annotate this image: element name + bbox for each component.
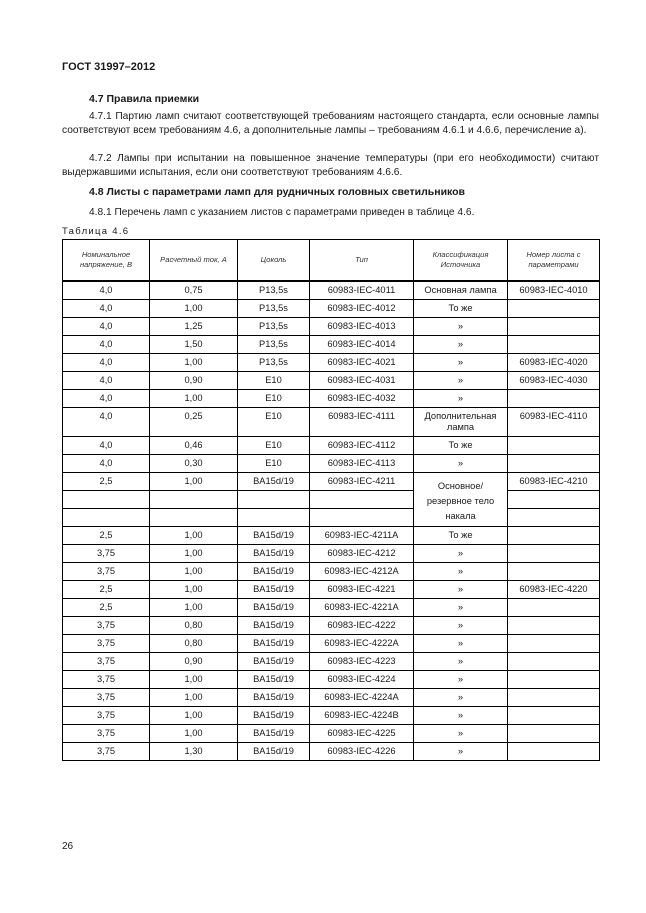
paragraph-4-7-1-text: 4.7.1 Партию ламп считают соответствующей требованиям настоящего стандарта, если основные лампы соответствуют всем требованиям 4.6, а дополнительные лампы – требованиям 4.6.1 и 4.6.6, перечисление а). xyxy=(62,111,599,136)
cell-voltage-empty xyxy=(63,491,150,509)
cell-current: 1,00 xyxy=(150,599,238,617)
table-row-empty xyxy=(63,491,600,509)
cell-sheet-number xyxy=(508,653,600,671)
cell-voltage: 3,75 xyxy=(63,653,150,671)
cell-classification: То же xyxy=(414,437,508,455)
paragraph-4-7-1 xyxy=(62,110,599,138)
cell-base: BA15d/19 xyxy=(238,599,310,617)
cell-sheet-number xyxy=(508,599,600,617)
cell-voltage: 4,0 xyxy=(63,408,150,437)
cell-sheet-number xyxy=(508,527,600,545)
cell-type: 60983-IEC-4111 xyxy=(310,408,414,437)
paragraph-4-7-2 xyxy=(62,152,599,180)
cell-base: BA15d/19 xyxy=(238,527,310,545)
cell-sheet-number xyxy=(508,671,600,689)
cell-current: 0,25 xyxy=(150,408,238,437)
table-row xyxy=(63,599,600,617)
cell-classification: » xyxy=(414,581,508,599)
cell-current: 1,00 xyxy=(150,527,238,545)
table-row xyxy=(63,689,600,707)
cell-current: 0,90 xyxy=(150,372,238,390)
cell-current: 1,30 xyxy=(150,743,238,761)
cell-sheet-number: 60983-IEC-4210 xyxy=(508,473,600,491)
cell-classification: » xyxy=(414,635,508,653)
cell-classification: » xyxy=(414,372,508,390)
cell-classification: » xyxy=(414,563,508,581)
paragraph-4-8-1-text: 4.8.1 Перечень ламп с указанием листов с параметрами приведен в таблице 4.6. xyxy=(89,207,475,218)
cell-classification: Основная лампа xyxy=(414,281,508,300)
cell-voltage: 2,5 xyxy=(63,473,150,491)
cell-type: 60983-IEC-4226 xyxy=(310,743,414,761)
cell-current-empty xyxy=(150,491,238,509)
cell-base-empty xyxy=(238,491,310,509)
table-row xyxy=(63,743,600,761)
cell-classification: » xyxy=(414,354,508,372)
page-number: 26 xyxy=(62,841,74,852)
cell-voltage: 4,0 xyxy=(63,336,150,354)
cell-voltage: 3,75 xyxy=(63,635,150,653)
cell-sheet-number xyxy=(508,455,600,473)
col-header-current: Расчетный ток, А xyxy=(150,240,238,282)
cell-sheet-number xyxy=(508,563,600,581)
cell-current: 0,80 xyxy=(150,635,238,653)
cell-current: 1,00 xyxy=(150,300,238,318)
cell-voltage: 4,0 xyxy=(63,437,150,455)
cell-voltage: 4,0 xyxy=(63,455,150,473)
cell-current: 1,00 xyxy=(150,671,238,689)
cell-sheet-number xyxy=(508,707,600,725)
cell-sheet-number: 60983-IEC-4010 xyxy=(508,281,600,300)
cell-base: P13,5s xyxy=(238,336,310,354)
cell-voltage: 3,75 xyxy=(63,671,150,689)
cell-current: 0,46 xyxy=(150,437,238,455)
table-row xyxy=(63,725,600,743)
table-row xyxy=(63,318,600,336)
cell-sheet-number xyxy=(508,437,600,455)
col-header-voltage: Номинальное напряжение, В xyxy=(63,240,150,282)
cell-voltage: 4,0 xyxy=(63,318,150,336)
cell-type: 60983-IEC-4224B xyxy=(310,707,414,725)
cell-current: 0,80 xyxy=(150,617,238,635)
cell-voltage: 3,75 xyxy=(63,689,150,707)
cell-classification: » xyxy=(414,390,508,408)
table-row xyxy=(63,653,600,671)
cell-classification: » xyxy=(414,455,508,473)
cell-base: BA15d/19 xyxy=(238,653,310,671)
cell-current: 1,00 xyxy=(150,390,238,408)
cell-sheet-number: 60983-IEC-4020 xyxy=(508,354,600,372)
cell-classification: » xyxy=(414,545,508,563)
cell-voltage: 4,0 xyxy=(63,354,150,372)
cell-voltage: 2,5 xyxy=(63,599,150,617)
cell-base: P13,5s xyxy=(238,354,310,372)
table-row xyxy=(63,390,600,408)
cell-base: BA15d/19 xyxy=(238,473,310,491)
cell-base: BA15d/19 xyxy=(238,725,310,743)
cell-type: 60983-IEC-4224A xyxy=(310,689,414,707)
table-row xyxy=(63,527,600,545)
cell-sheet-number: 60983-IEC-4110 xyxy=(508,408,600,437)
cell-type-empty xyxy=(310,491,414,509)
cell-sheet-number xyxy=(508,390,600,408)
cell-current: 1,00 xyxy=(150,689,238,707)
cell-sheet-number xyxy=(508,635,600,653)
cell-classification: То же xyxy=(414,300,508,318)
cell-current: 1,00 xyxy=(150,473,238,491)
cell-base: BA15d/19 xyxy=(238,581,310,599)
cell-current: 1,00 xyxy=(150,581,238,599)
col-header-classification: Классификация Источника xyxy=(414,240,508,282)
cell-sheet-number xyxy=(508,300,600,318)
table-row xyxy=(63,545,600,563)
table-row xyxy=(63,671,600,689)
cell-sheet-number-empty xyxy=(508,509,600,527)
cell-voltage: 3,75 xyxy=(63,563,150,581)
cell-base: BA15d/19 xyxy=(238,707,310,725)
cell-base: E10 xyxy=(238,390,310,408)
cell-base: BA15d/19 xyxy=(238,617,310,635)
cell-current: 1,00 xyxy=(150,354,238,372)
cell-base: E10 xyxy=(238,455,310,473)
cell-type: 60983-IEC-4013 xyxy=(310,318,414,336)
cell-type: 60983-IEC-4011 xyxy=(310,281,414,300)
cell-sheet-number xyxy=(508,743,600,761)
col-header-type: Тип xyxy=(310,240,414,282)
cell-base: P13,5s xyxy=(238,300,310,318)
cell-voltage: 3,75 xyxy=(63,617,150,635)
cell-voltage: 3,75 xyxy=(63,545,150,563)
cell-voltage: 3,75 xyxy=(63,707,150,725)
cell-base: E10 xyxy=(238,372,310,390)
cell-classification: Основное/ резервное тело накала xyxy=(414,473,508,527)
cell-current: 1,00 xyxy=(150,545,238,563)
table-row xyxy=(63,473,600,491)
table-row xyxy=(63,372,600,390)
cell-current: 1,00 xyxy=(150,725,238,743)
cell-sheet-number xyxy=(508,545,600,563)
table-row xyxy=(63,455,600,473)
cell-classification: » xyxy=(414,617,508,635)
cell-base: P13,5s xyxy=(238,318,310,336)
cell-type: 60983-IEC-4222 xyxy=(310,617,414,635)
cell-type: 60983-IEC-4021 xyxy=(310,354,414,372)
cell-sheet-number xyxy=(508,617,600,635)
paragraph-4-8-1 xyxy=(62,206,599,220)
cell-base: BA15d/19 xyxy=(238,545,310,563)
cell-voltage: 4,0 xyxy=(63,300,150,318)
cell-current: 0,90 xyxy=(150,653,238,671)
cell-current: 1,00 xyxy=(150,707,238,725)
cell-current: 0,75 xyxy=(150,281,238,300)
paragraph-4-7-2-text: 4.7.2 Лампы при испытании на повышенное значение температуры (при его необходимости) считают выдержавшими испытания, если они соответствуют требованиям 4.6.6. xyxy=(62,153,599,178)
cell-type: 60983-IEC-4224 xyxy=(310,671,414,689)
cell-classification: » xyxy=(414,707,508,725)
cell-type: 60983-IEC-4211A xyxy=(310,527,414,545)
cell-base: BA15d/19 xyxy=(238,743,310,761)
cell-current: 1,00 xyxy=(150,563,238,581)
page-header: ГОСТ 31997–2012 xyxy=(62,61,156,73)
table-body xyxy=(63,281,600,761)
cell-type: 60983-IEC-4032 xyxy=(310,390,414,408)
cell-sheet-number: 60983-IEC-4220 xyxy=(508,581,600,599)
cell-base: P13,5s xyxy=(238,281,310,300)
cell-classification: » xyxy=(414,653,508,671)
cell-classification: Дополнительная лампа xyxy=(414,408,508,437)
table-row xyxy=(63,437,600,455)
table-row-empty xyxy=(63,509,600,527)
cell-sheet-number-empty xyxy=(508,491,600,509)
cell-current: 0,30 xyxy=(150,455,238,473)
cell-current: 1,50 xyxy=(150,336,238,354)
cell-type: 60983-IEC-4212A xyxy=(310,563,414,581)
cell-type: 60983-IEC-4223 xyxy=(310,653,414,671)
cell-type: 60983-IEC-4211 xyxy=(310,473,414,491)
table-caption: Таблица 4.6 xyxy=(62,226,130,237)
cell-classification: » xyxy=(414,743,508,761)
cell-voltage: 3,75 xyxy=(63,725,150,743)
cell-classification: То же xyxy=(414,527,508,545)
table-row xyxy=(63,617,600,635)
section-heading-4-7: 4.7 Правила приемки xyxy=(89,93,200,105)
col-header-base: Цоколь xyxy=(238,240,310,282)
table-row xyxy=(63,408,600,437)
cell-sheet-number xyxy=(508,725,600,743)
cell-voltage: 3,75 xyxy=(63,743,150,761)
cell-voltage: 2,5 xyxy=(63,581,150,599)
cell-type: 60983-IEC-4012 xyxy=(310,300,414,318)
cell-base: BA15d/19 xyxy=(238,671,310,689)
cell-type: 60983-IEC-4014 xyxy=(310,336,414,354)
cell-type: 60983-IEC-4112 xyxy=(310,437,414,455)
cell-voltage: 4,0 xyxy=(63,390,150,408)
cell-base: E10 xyxy=(238,408,310,437)
cell-type: 60983-IEC-4031 xyxy=(310,372,414,390)
cell-classification: » xyxy=(414,599,508,617)
cell-voltage: 4,0 xyxy=(63,281,150,300)
cell-sheet-number xyxy=(508,336,600,354)
cell-classification: » xyxy=(414,318,508,336)
lamp-parameters-table xyxy=(62,239,600,761)
table-row xyxy=(63,635,600,653)
cell-base: BA15d/19 xyxy=(238,689,310,707)
cell-base: BA15d/19 xyxy=(238,635,310,653)
cell-base: BA15d/19 xyxy=(238,563,310,581)
table-row xyxy=(63,563,600,581)
cell-voltage: 4,0 xyxy=(63,372,150,390)
table-row xyxy=(63,581,600,599)
cell-type-empty xyxy=(310,509,414,527)
table-row xyxy=(63,336,600,354)
table-row xyxy=(63,354,600,372)
cell-base-empty xyxy=(238,509,310,527)
table-row xyxy=(63,707,600,725)
cell-type: 60983-IEC-4221 xyxy=(310,581,414,599)
cell-type: 60983-IEC-4113 xyxy=(310,455,414,473)
table-row xyxy=(63,281,600,300)
cell-type: 60983-IEC-4222A xyxy=(310,635,414,653)
cell-type: 60983-IEC-4221A xyxy=(310,599,414,617)
cell-voltage-empty xyxy=(63,509,150,527)
table-header-row xyxy=(63,240,600,282)
cell-sheet-number xyxy=(508,689,600,707)
table-row xyxy=(63,300,600,318)
cell-current: 1,25 xyxy=(150,318,238,336)
cell-classification: » xyxy=(414,689,508,707)
cell-type: 60983-IEC-4212 xyxy=(310,545,414,563)
cell-classification: » xyxy=(414,725,508,743)
cell-type: 60983-IEC-4225 xyxy=(310,725,414,743)
cell-voltage: 2,5 xyxy=(63,527,150,545)
cell-base: E10 xyxy=(238,437,310,455)
cell-classification: » xyxy=(414,336,508,354)
section-heading-4-8: 4.8 Листы с параметрами ламп для рудничных головных светильников xyxy=(89,186,466,198)
cell-sheet-number: 60983-IEC-4030 xyxy=(508,372,600,390)
cell-classification: » xyxy=(414,671,508,689)
cell-current-empty xyxy=(150,509,238,527)
col-header-sheet-number: Номер листа с параметрами xyxy=(508,240,600,282)
cell-sheet-number xyxy=(508,318,600,336)
